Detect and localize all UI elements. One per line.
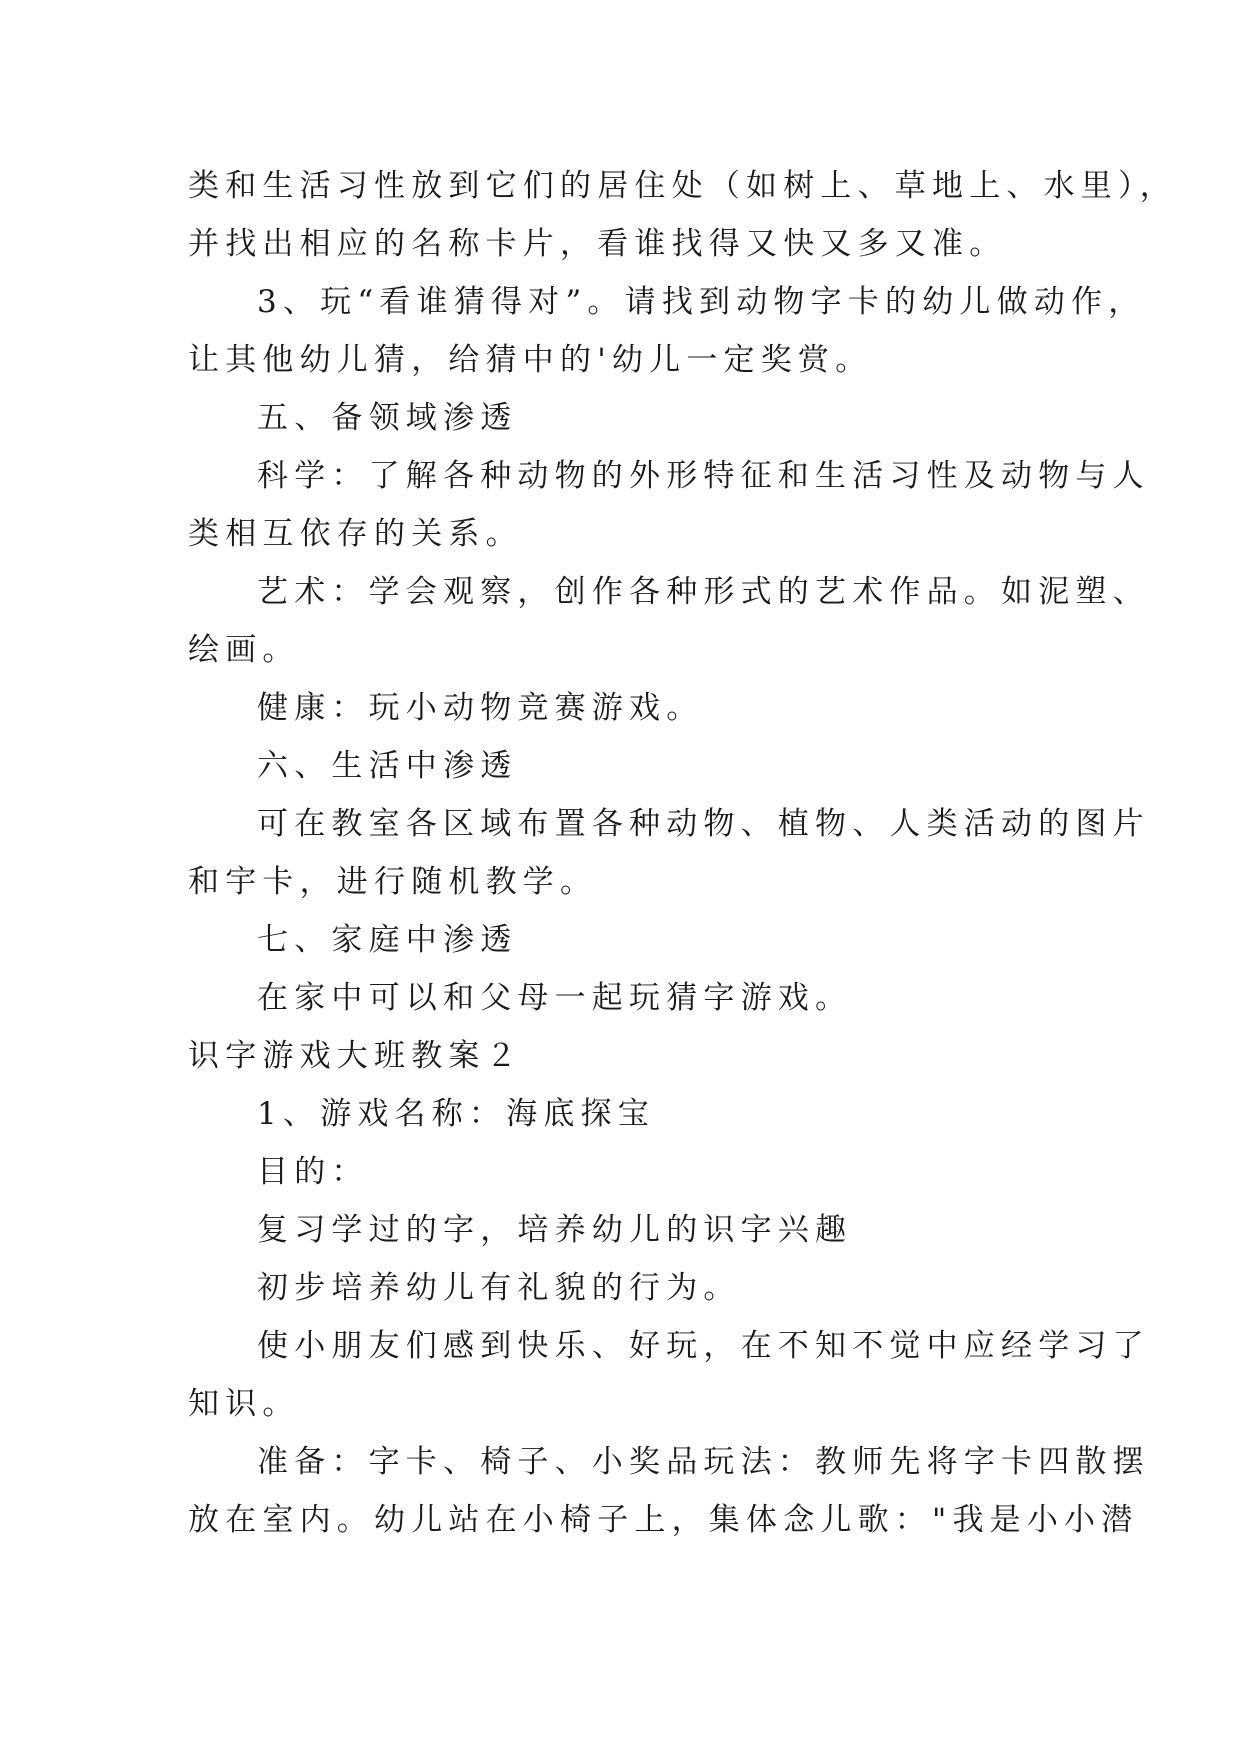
text-line: 艺术：学会观察，创作各种形式的艺术作品。如泥塑、 bbox=[257, 574, 1150, 610]
text-line: 在家中可以和父母一起玩猜字游戏。 bbox=[257, 980, 853, 1016]
text-line: 目的： bbox=[257, 1154, 369, 1190]
text-line: 放在室内。幼儿站在小椅子上，集体念儿歌："我是小小潜 bbox=[188, 1502, 1139, 1538]
section-heading: 1、游戏名称：海底探宝 bbox=[257, 1096, 655, 1132]
section-heading: 五、备领域渗透 bbox=[257, 400, 518, 436]
text-line: 初步培养幼儿有礼貌的行为。 bbox=[257, 1270, 741, 1306]
text-line: 可在教室各区域布置各种动物、植物、人类活动的图片 bbox=[257, 806, 1150, 842]
text-line: 准备：字卡、椅子、小奖品玩法：教师先将字卡四散摆 bbox=[257, 1444, 1150, 1480]
section-heading: 六、生活中渗透 bbox=[257, 748, 518, 784]
text-line: 健康：玩小动物竞赛游戏。 bbox=[257, 690, 704, 726]
text-line: 类相互依存的关系。 bbox=[188, 516, 523, 552]
document-title: 识字游戏大班教案２ bbox=[188, 1038, 523, 1074]
text-line: 使小朋友们感到快乐、好玩，在不知不觉中应经学习了 bbox=[257, 1328, 1150, 1364]
text-line: 类和生活习性放到它们的居住处（如树上、草地上、水里）， bbox=[188, 168, 1177, 204]
text-line: 绘画。 bbox=[188, 632, 300, 668]
text-line: 3、玩“看谁猜得对”。请找到动物字卡的幼儿做动作， bbox=[257, 284, 1146, 320]
text-line: 和宇卡，进行随机教学。 bbox=[188, 864, 598, 900]
text-line: 知识。 bbox=[188, 1386, 300, 1422]
text-line: 并找出相应的名称卡片，看谁找得又快又多又准。 bbox=[188, 226, 1007, 262]
section-heading: 七、家庭中渗透 bbox=[257, 922, 518, 958]
text-line: 让其他幼儿猜，给猜中的'幼儿一定奖赏。 bbox=[188, 342, 873, 378]
text-line: 科学：了解各种动物的外形特征和生活习性及动物与人 bbox=[257, 458, 1150, 494]
text-line: 复习学过的字，培养幼儿的识字兴趣 bbox=[257, 1212, 853, 1248]
